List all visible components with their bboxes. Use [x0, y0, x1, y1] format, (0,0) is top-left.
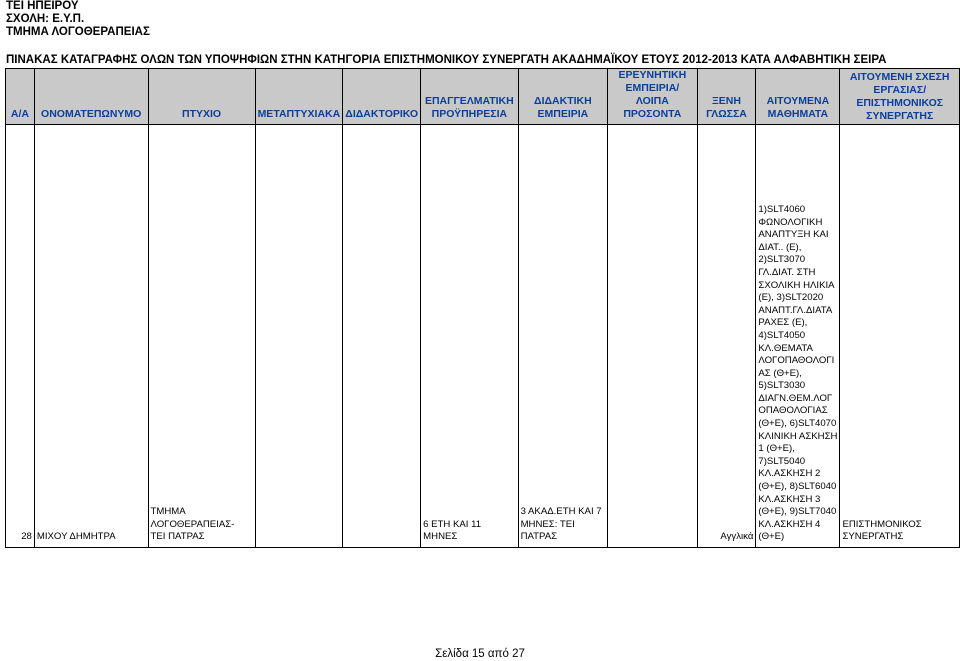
cell-aa: 28	[6, 125, 35, 548]
course-line: ΑΝΑΠΤΥΞΗ ΚΑΙ	[758, 229, 829, 241]
cell-line: ΤΜΗΜΑ	[150, 506, 186, 518]
institution-name: ΤΕΙ ΗΠΕΙΡΟΥ	[6, 0, 79, 12]
table-row	[6, 125, 960, 548]
header-research-experience	[608, 69, 697, 125]
course-line: (Ε), 3)SLT2020	[758, 292, 824, 304]
page-number: Σελίδα 15 από 27	[435, 648, 525, 660]
course-line: 4)SLT4050	[758, 329, 806, 341]
course-line: ΔΙΑΓΝ.ΘΕΜ.ΛΟΓ	[758, 392, 833, 404]
course-line: ΚΛ.ΑΣΚΗΣΗ 2	[758, 468, 821, 480]
cell-requested-relation	[840, 125, 960, 548]
course-line: (Θ+Ε), 9)SLT7040	[758, 506, 837, 518]
header-teaching-experience	[518, 69, 608, 125]
document-title: ΠΙΝΑΚΑΣ ΚΑΤΑΓΡΑΦΗΣ ΟΛΩΝ ΤΩΝ ΥΠΟΨΗΦΙΩΝ ΣΤΗΝ ΚΑΤΗΓΟΡΙΑ ΕΠΙΣΤΗΜΟΝΙΚΟΥ ΣΥΝΕΡΓΑΤΗ ΑΚΑΔΗΜΑΪΚΟΥ ΕΤΟΥΣ 2012-2013 ΚΑΤΑ ΑΛΦΑΒΗΤΙΚΗ ΣΕΙΡΑ	[6, 54, 887, 66]
course-line: 7)SLT5040	[758, 455, 806, 467]
course-line: ΑΝΑΠΤ.ΓΛ.ΔΙΑΤΑ	[758, 304, 833, 316]
course-line: ΔΙΑΤ.. (Ε),	[758, 241, 802, 253]
header-foreign-language	[697, 69, 756, 125]
school-name: ΣΧΟΛΗ: Ε.Υ.Π.	[6, 13, 85, 25]
header-line: ΕΡΓΑΣΙΑΣ/ΕΠΙΣΤΗΜΟΝΙΚΟΣ	[856, 83, 944, 109]
header-line: ΣΥΝΕΡΓΑΤΗΣ	[866, 109, 934, 122]
header-line: ΕΜΠΕΙΡΙΑ	[537, 108, 589, 120]
cell-teaching-experience	[518, 125, 608, 548]
course-line: (Θ+Ε), 6)SLT4070	[758, 418, 837, 430]
cell-line: ΤΕΙ ΠΑΤΡΑΣ	[150, 531, 205, 543]
cell-line: ΛΟΓΟΘΕΡΑΠΕΙΑΣ-	[150, 518, 235, 530]
header-line: ΠΡΟΫΠΗΡΕΣΙΑ	[431, 108, 508, 120]
table-header-row	[6, 69, 960, 125]
header-aa: Α/Α	[6, 69, 35, 125]
course-line: 1)SLT4060	[758, 203, 806, 215]
cell-line: ΜΗΝΕΣ: ΤΕΙ ΠΑΤΡΑΣ	[520, 518, 575, 543]
course-line: 1 (Θ+Ε),	[758, 443, 795, 455]
header-line: ΑΙΤΟΥΜΕΝΑ	[766, 95, 830, 107]
header-line: ΕΡΕΥΝΗΤΙΚΗ	[618, 69, 687, 81]
header-line: ΓΛΩΣΣΑ	[706, 108, 747, 120]
course-line: (Θ+Ε), 8)SLT6040	[758, 481, 837, 493]
department-name: ΤΜΗΜΑ ΛΟΓΟΘΕΡΑΠΕΙΑΣ	[6, 26, 150, 38]
header-line: ΕΜΠΕΙΡΙΑ/ΛΟΙΠΑ	[625, 82, 680, 107]
header-line: ΠΡΟΣΟΝΤΑ	[623, 108, 682, 120]
cell-foreign-language: Αγγλικά	[697, 125, 756, 548]
cell-doctorate	[343, 125, 421, 548]
course-line: 2)SLT3070	[758, 254, 806, 266]
cell-degree	[148, 125, 255, 548]
header-line: ΕΠΑΓΓΕΛΜΑΤΙΚΗ	[424, 95, 514, 107]
cell-professional-experience: 6 ΕΤΗ ΚΑΙ 11 ΜΗΝΕΣ	[421, 125, 518, 548]
course-line: 5)SLT3030	[758, 380, 806, 392]
course-line: ΓΛ.ΔΙΑΤ. ΣΤΗ	[758, 266, 816, 278]
course-line: ΡΑΧΕΣ (Ε),	[758, 317, 808, 329]
course-line: ΟΠΑΘΟΛΟΓΙΑΣ	[758, 405, 828, 417]
course-line: ΛΟΓΟΠΑΘΟΛΟΓΙ	[758, 355, 835, 367]
course-line: ΣΧΟΛΙΚΗ ΗΛΙΚΙΑ	[758, 279, 835, 291]
header-line: ΞΕΝΗ	[711, 95, 741, 107]
header-line: ΑΙΤΟΥΜΕΝΗ ΣΧΕΣΗ	[849, 70, 950, 83]
course-line: (Θ+Ε)	[758, 531, 785, 543]
course-line: ΚΛ.ΘΕΜΑΤΑ	[758, 342, 813, 354]
course-line: ΚΛΙΝΙΚΗ ΑΣΚΗΣΗ	[758, 430, 838, 442]
course-line: ΚΛ.ΑΣΚΗΣΗ 4	[758, 518, 821, 530]
header-requested-relation	[840, 69, 960, 125]
header-requested-courses	[756, 69, 840, 125]
cell-line: 3 ΑΚΑΔ.ΕΤΗ ΚΑΙ 7	[520, 506, 602, 518]
header-line: ΔΙΔΑΚΤΙΚΗ	[534, 95, 592, 107]
course-line: ΑΣ (Θ+Ε),	[758, 367, 802, 379]
cell-masters	[255, 125, 343, 548]
header-professional-experience	[421, 69, 518, 125]
course-line: ΦΩΝΟΛΟΓΙΚΗ	[758, 216, 823, 228]
header-line: ΜΑΘΗΜΑΤΑ	[767, 108, 829, 120]
cell-name: ΜΙΧΟΥ ΔΗΜΗΤΡΑ	[34, 125, 148, 548]
header-doctorate: ΔΙΔΑΚΤΟΡΙΚΟ	[343, 69, 421, 125]
course-line: ΚΛ.ΑΣΚΗΣΗ 3	[758, 493, 821, 505]
cell-research-experience	[608, 125, 697, 548]
cell-line: ΕΠΙΣΤΗΜΟΝΙΚΟΣ	[842, 518, 922, 530]
header-masters: ΜΕΤΑΠΤΥΧΙΑΚΑ	[255, 69, 343, 125]
header-degree: ΠΤΥΧΙΟ	[148, 69, 255, 125]
cell-requested-courses	[756, 125, 840, 548]
cell-line: ΣΥΝΕΡΓΑΤΗΣ	[842, 531, 904, 543]
candidates-table	[5, 68, 960, 548]
header-name: ΟΝΟΜΑΤΕΠΩΝΥΜΟ	[34, 69, 148, 125]
